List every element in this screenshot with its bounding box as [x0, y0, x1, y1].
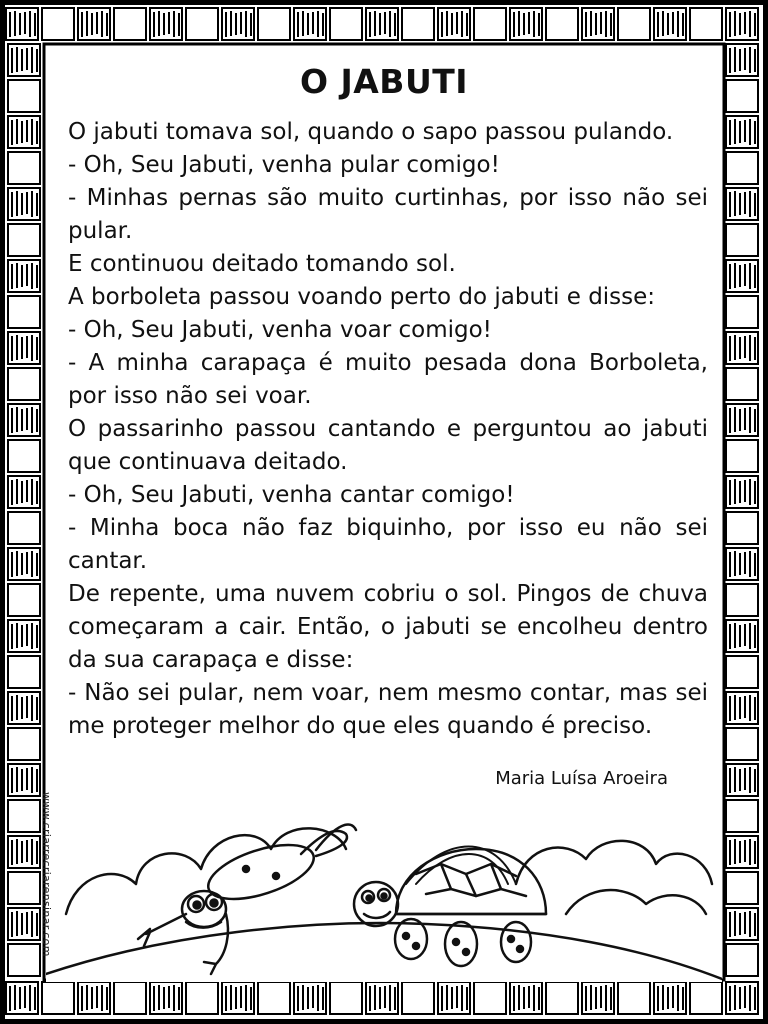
- paragraph: - A minha carapaça é muito pesada dona Borboleta, por isso não sei voar.: [68, 350, 708, 409]
- page-title: O JABUTI: [299, 62, 469, 101]
- frog-and-tortoise-illustration: [46, 764, 722, 982]
- paragraph: O passarinho passou cantando e perguntou ao jabuti que continuava deitado.: [68, 416, 708, 475]
- website-credit: www.criarrecriarensinar.com: [40, 792, 53, 957]
- story-text: [68, 116, 708, 743]
- paragraph: E continuou deitado tomando sol.: [68, 251, 456, 277]
- bushes-outline: [516, 841, 712, 884]
- tortoise-figure: [354, 849, 546, 966]
- paragraph: - Minhas pernas são muito curtinhas, por isso não sei pular.: [68, 185, 708, 244]
- paragraph: - Minha boca não faz biquinho, por isso eu não sei cantar.: [68, 515, 708, 574]
- paragraph: A borboleta passou voando perto do jabuti e disse:: [68, 284, 656, 310]
- bushes-outline: [566, 890, 706, 914]
- content-area: [40, 46, 722, 982]
- paragraph: O jabuti tomava sol, quando o sapo passou pulando.: [68, 119, 674, 145]
- paragraph: De repente, uma nuvem cobriu o sol. Pingos de chuva começaram a cair. Então, o jabuti se encolheu dentro da sua carapaça e disse:: [68, 581, 708, 673]
- frog-figure: [138, 825, 356, 974]
- paragraph: - Oh, Seu Jabuti, venha cantar comigo!: [68, 482, 515, 508]
- author-name: Maria Luísa Aroeira: [495, 768, 668, 789]
- paragraph: - Não sei pular, nem voar, nem mesmo contar, mas sei me proteger melhor do que eles quando é preciso.: [68, 680, 708, 739]
- paragraph: - Oh, Seu Jabuti, venha pular comigo!: [68, 152, 500, 178]
- paragraph: - Oh, Seu Jabuti, venha voar comigo!: [68, 317, 492, 343]
